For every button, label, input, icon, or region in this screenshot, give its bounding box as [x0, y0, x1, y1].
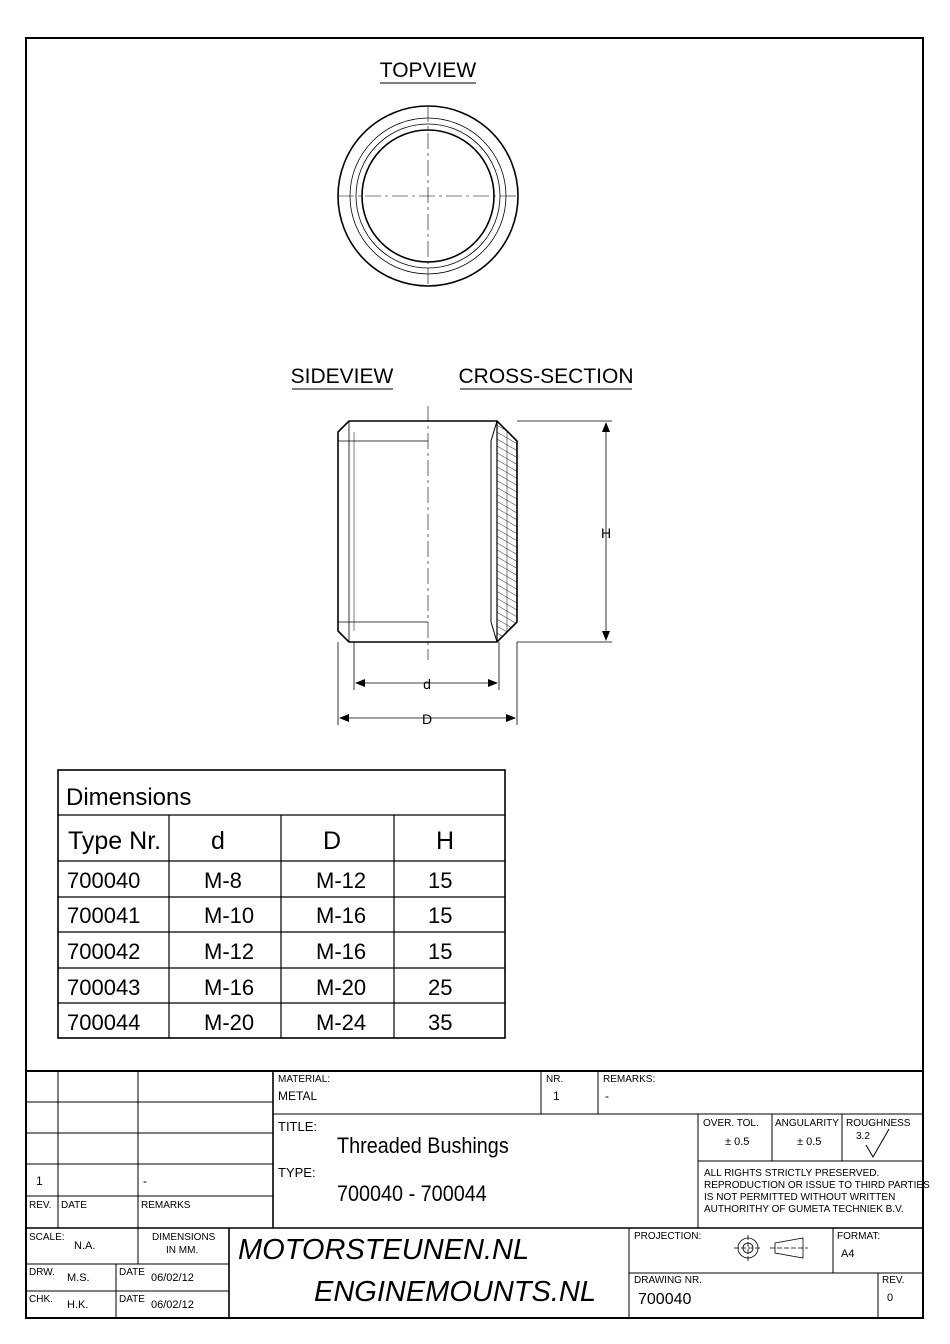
format-label: FORMAT: [837, 1231, 881, 1242]
revision-number: 1 [36, 1174, 43, 1188]
drw-value: M.S. [67, 1272, 90, 1284]
dim-row-4-D: M-20 [316, 975, 367, 1000]
dim-row-3-D: M-16 [316, 939, 367, 964]
topview-label: TOPVIEW [379, 59, 477, 82]
drw-date-label: DATE [119, 1267, 145, 1278]
chk-label: CHK. [29, 1294, 53, 1305]
over-tol-label: OVER. TOL. [703, 1118, 759, 1129]
dim-row-2-h: 15 [428, 903, 453, 928]
revision-remarks-label: REMARKS [141, 1200, 191, 1211]
dim-row-1-h: 15 [428, 868, 453, 893]
projection-symbol-icon [734, 1235, 808, 1261]
dim-row-3-type: 700042 [67, 939, 141, 964]
drw-label: DRW. [29, 1267, 55, 1278]
dim-row-3-h: 15 [428, 939, 453, 964]
dim-header-d: d [211, 827, 225, 855]
cross-section-label: CROSS-SECTION [458, 365, 634, 388]
dim-header-D: D [323, 827, 342, 855]
dim-header-type-nr: Type Nr. [68, 827, 162, 855]
chk-date: 06/02/12 [151, 1299, 194, 1311]
drw-date: 06/02/12 [151, 1272, 194, 1284]
projection-label: PROJECTION: [634, 1231, 702, 1242]
brand-line-1: MOTORSTEUNEN.NL [238, 1234, 530, 1266]
nr-label: NR. [546, 1074, 564, 1085]
dim-row-1-d: M-8 [204, 868, 242, 893]
rights-line-1: ALL RIGHTS STRICTLY PRESERVED. [704, 1168, 880, 1179]
angularity-value: ± 0.5 [797, 1136, 822, 1148]
dim-row-4-h: 25 [428, 975, 453, 1000]
drawing-nr-label: DRAWING NR. [634, 1275, 702, 1286]
chk-date-label: DATE [119, 1294, 145, 1305]
chk-value: H.K. [67, 1299, 89, 1311]
roughness-value: 3.2 [856, 1131, 870, 1142]
section-hatch [497, 421, 507, 642]
dimension-h-label: H [600, 525, 612, 541]
drawing-title: Threaded Bushings [337, 1133, 509, 1158]
dim-row-2-type: 700041 [67, 903, 141, 928]
rev-value: 0 [887, 1292, 894, 1304]
dim-row-2-d: M-10 [204, 903, 255, 928]
angularity-label: ANGULARITY [775, 1118, 839, 1129]
over-tol-value: ± 0.5 [725, 1136, 750, 1148]
drawing-nr-value: 700040 [638, 1291, 692, 1308]
roughness-label: ROUGHNESS [846, 1118, 911, 1129]
dimension-h [517, 421, 612, 642]
dimension-d-outer-label: D [421, 711, 433, 727]
dim-row-1-type: 700040 [67, 868, 141, 893]
nr-value: 1 [553, 1089, 560, 1103]
dim-row-5-d: M-20 [204, 1010, 255, 1035]
sideview-label: SIDEVIEW [290, 365, 394, 388]
material-value: METAL [278, 1089, 318, 1103]
type-range: 700040 - 700044 [337, 1181, 487, 1206]
topview-drawing [338, 106, 518, 286]
dimensions-note-1: DIMENSIONS [152, 1232, 216, 1243]
rev-label: REV. [882, 1275, 905, 1286]
dimension-d-inner-label: d [423, 676, 431, 692]
brand-line-2: ENGINEMOUNTS.NL [314, 1276, 596, 1308]
revision-remarks: - [143, 1174, 147, 1188]
scale-label: SCALE: [29, 1232, 65, 1243]
remarks-value: - [605, 1089, 609, 1103]
dimensions-note-2: IN MM. [166, 1245, 199, 1256]
type-label: TYPE: [278, 1165, 316, 1180]
dim-row-5-type: 700044 [67, 1010, 141, 1035]
rights-line-2: REPRODUCTION OR ISSUE TO THIRD PARTIES [704, 1180, 930, 1191]
rights-line-4: AUTHORITHY OF GUMETA TECHNIEK B.V. [704, 1204, 904, 1215]
remarks-label: REMARKS: [603, 1074, 656, 1085]
material-label: MATERIAL: [278, 1074, 331, 1085]
title-label: TITLE: [278, 1119, 318, 1134]
revision-date-label: DATE [61, 1200, 87, 1211]
dim-row-5-D: M-24 [316, 1010, 367, 1035]
dim-row-1-D: M-12 [316, 868, 367, 893]
dim-header-h: H [436, 827, 455, 855]
revision-rev-label: REV. [29, 1200, 52, 1211]
dim-row-2-D: M-16 [316, 903, 367, 928]
dim-row-3-d: M-12 [204, 939, 255, 964]
scale-value: N.A. [74, 1240, 96, 1252]
dim-row-5-h: 35 [428, 1010, 453, 1035]
dim-row-4-type: 700043 [67, 975, 141, 1000]
dim-row-4-d: M-16 [204, 975, 255, 1000]
bushing-side-drawing [338, 406, 517, 660]
dimensions-table-title: Dimensions [66, 784, 192, 811]
rights-line-3: IS NOT PERMITTED WITHOUT WRITTEN [704, 1192, 896, 1203]
format-value: A4 [841, 1248, 855, 1260]
